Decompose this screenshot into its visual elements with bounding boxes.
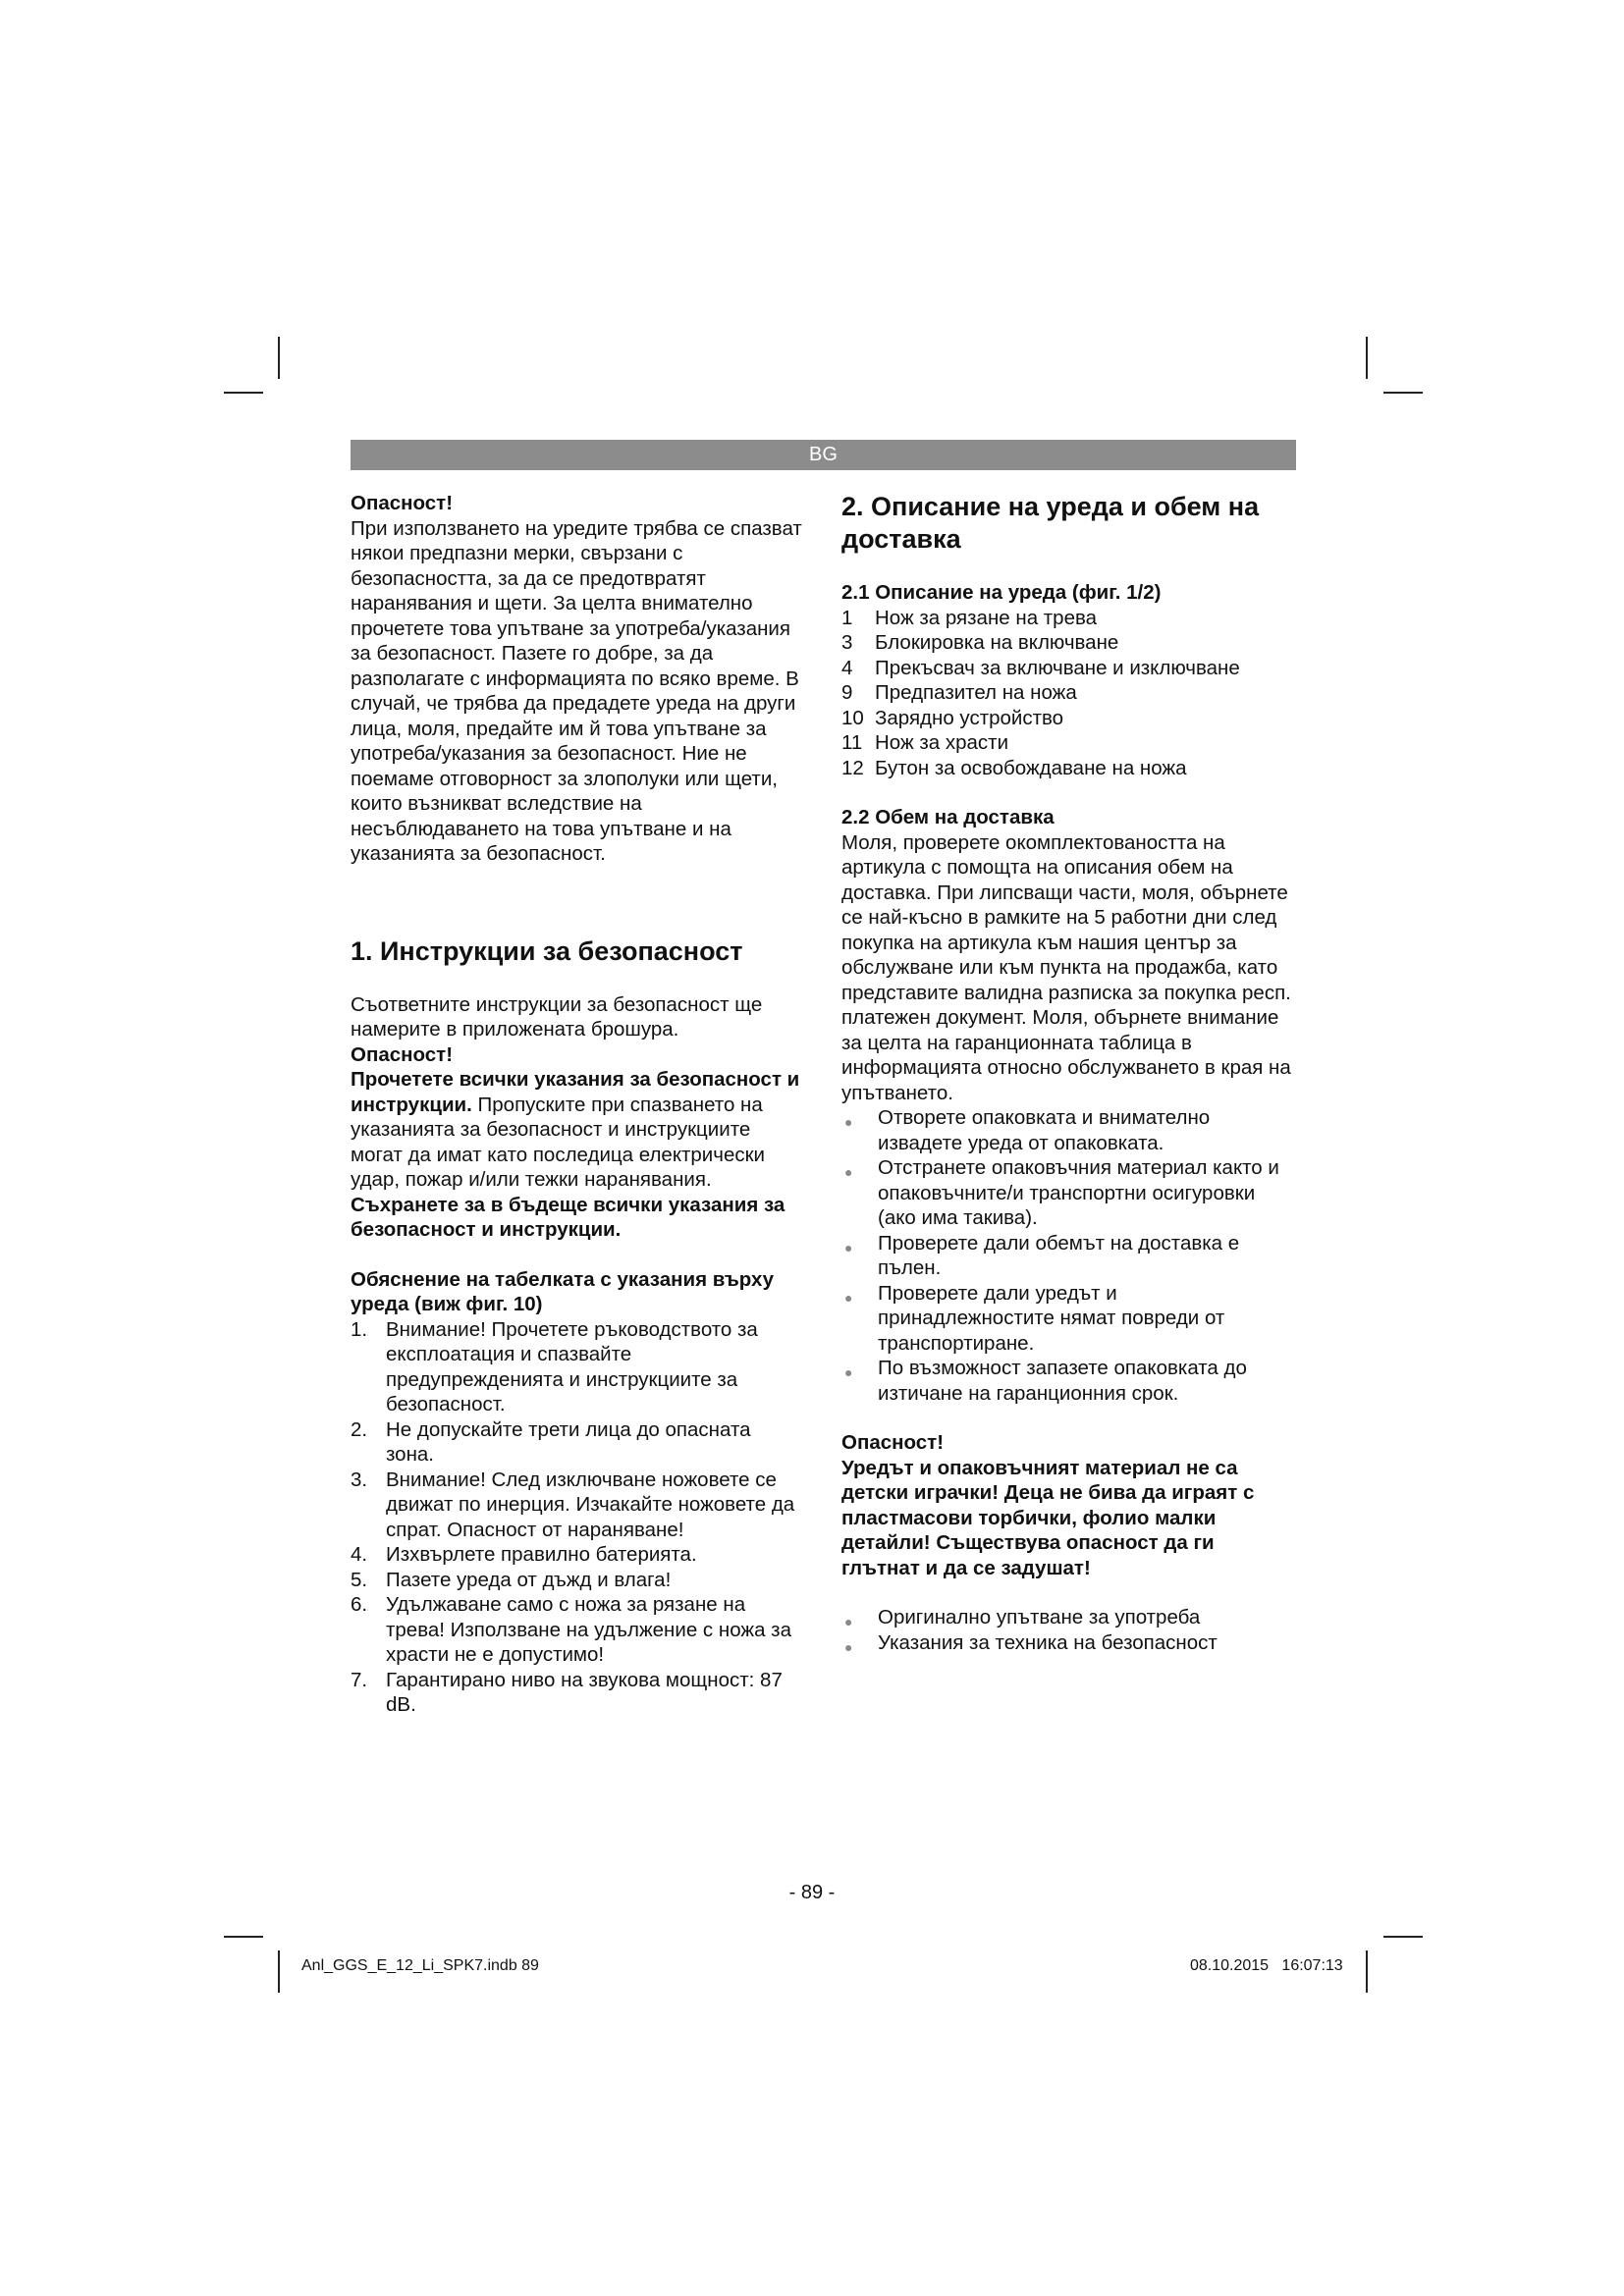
subsection-2-2-title: 2.2 Обем на доставка	[841, 806, 1055, 828]
list-item: 4. Изхвърлете правилно батерията.	[351, 1543, 697, 1566]
bullet-icon: ●	[844, 1364, 853, 1380]
danger-title: Опасност!	[351, 1042, 454, 1066]
list-item: 3. Внимание! След изключване ножовете се движат по инерция. Изчакайте ножовете да спрат. Опасност от нараняване!	[351, 1468, 795, 1541]
list-item: ● Указания за техника на безопасност	[841, 1630, 1296, 1656]
language-header-bar	[351, 440, 1296, 470]
list-item: 5. Пазете уреда от дъжд и влага!	[351, 1568, 672, 1591]
list-item: ● Проверете дали уредът и принадлежностите нямат повреди от транспортиране.	[844, 1281, 1225, 1355]
list-item: 11 Нож за храсти	[841, 731, 1009, 754]
warning-bold: Съхранете за в бъдеще всички указания за безопасност и инструкции.	[351, 1193, 785, 1241]
subsection-2-1-title: 2.1 Описание на уреда (фиг. 1/2)	[841, 581, 1162, 604]
label-explanation-title: Обяснение на табелката с указания върху уреда (виж фиг. 10)	[351, 1267, 775, 1315]
danger-title: Опасност!	[841, 1431, 945, 1454]
label-items-list	[351, 1317, 802, 1718]
warning-bold: Прочетете всички указания за безопасност и инструкции.	[351, 1068, 800, 1116]
file-name: Anl_GGS_E_12_Li_SPK7.indb 89	[301, 1957, 539, 1974]
list-item: ● Проверете дали обемът на доставка е пълен.	[844, 1231, 1240, 1279]
list-item: 2. Не допускайте трети лица до опасната зона.	[351, 1417, 751, 1466]
right-column	[841, 491, 1296, 1655]
list-item: ● По възможност запазете опаковката до изтичане на гаранционния срок.	[844, 1357, 1247, 1405]
danger-warning-paragraph	[351, 1067, 802, 1243]
bullet-icon: ●	[844, 1114, 853, 1130]
print-datetime: 08.10.2015 16:07:13	[1190, 1957, 1343, 1974]
list-item: ● Отворете опаковката и внимателно извадете уреда от опаковката.	[844, 1106, 1211, 1154]
language-code: BG	[809, 444, 838, 465]
included-docs-list	[841, 1605, 1296, 1655]
bullet-icon: ●	[844, 1239, 853, 1255]
crop-mark-bottom-right-v	[1366, 1950, 1368, 1993]
list-item: ● Оригинално упътване за употреба	[841, 1605, 1296, 1630]
list-item: 7. Гарантирано ниво на звукова мощност: 87 dB.	[351, 1668, 783, 1716]
list-item: 10 Зарядно устройство	[841, 706, 1064, 729]
danger-warning-text: Уредът и опаковъчният материал не са детски играчки! Деца не бива да играят с пластмасови торбички, фолио малки детайли! Съществува опасност да ги глътнат и да се задушат!	[841, 1456, 1255, 1579]
crop-mark-bottom-left-h	[224, 1936, 263, 1938]
crop-mark-top-right-h	[1383, 392, 1423, 394]
crop-mark-bottom-right-h	[1383, 1936, 1423, 1938]
list-item: 6. Удължаване само с ножа за рязане на трева! Използване на удължение с ножа за храсти не е допустимо!	[351, 1593, 791, 1666]
list-item: 9 Предпазител на ножа	[841, 681, 1077, 704]
bullet-icon: ●	[844, 1638, 853, 1655]
section-2-title: 2. Описание на уреда и обем на доставка	[841, 492, 1260, 554]
crop-mark-top-left-v	[278, 337, 280, 379]
list-item: 4 Прекъсвач за включване и изключване	[841, 656, 1240, 679]
bullet-icon: ●	[844, 1614, 853, 1629]
list-item: ● Отстранете опаковъчния материал както и опаковъчните/и транспортни осигуровки (ако има такива).	[844, 1156, 1279, 1229]
list-item: 1 Нож за рязане на трева	[841, 606, 1098, 629]
bullet-icon: ●	[844, 1164, 853, 1180]
bullet-icon: ●	[844, 1289, 853, 1306]
page-number: - 89 -	[788, 1882, 836, 1903]
left-column	[351, 491, 802, 1718]
crop-mark-bottom-left-v	[278, 1950, 280, 1993]
section-1-paragraph: Съответните инструкции за безопасност ще намерите в приложената брошура.	[351, 992, 763, 1041]
crop-mark-top-right-v	[1366, 337, 1368, 379]
danger-title: Опасност!	[351, 492, 454, 514]
list-item: 1. Внимание! Прочетете ръководството за експлоатация и спазвайте предупрежденията и инструкциите за безопасност.	[351, 1317, 758, 1415]
warning-text: Пропуските при спазването на указанията за безопасност и инструкциите могат да имат като последица електрически удар, пожар и/или тежки наранявания.	[351, 1093, 766, 1191]
list-item: 12 Бутон за освобождаване на ножа	[841, 756, 1187, 779]
list-item: 3 Блокировка на включване	[841, 631, 1119, 654]
danger-paragraph: При използването на уредите трябва се спазват някои предпазни мерки, свързани с безопасността, за да се предотвратят наранявания и щети. За целта внимателно прочетете това упътване за употреба/указания за безопасност. Пазете го добре, за да разполагате с информацията по всяко време. В случай, че трябва да предадете уреда на други лица, моля, предайте им й това упътване за употреба/указания за безопасност. Ние не поемаме отговорност за злополуки или щети, които възникват вследствие на несъблюдаването на това упътване и на указанията за безопасност.	[351, 516, 802, 865]
section-1-title: 1. Инструкции за безопасност	[351, 935, 743, 966]
delivery-paragraph: Моля, проверете окомплектоваността на артикула с помощта на описания обем на доставка. При липсващи части, моля, обърнете се най-късно в рамките на 5 работни дни след покупка на артикула към нашия център за обслужване или към пункта на продажба, като представите валидна разписка за покупка респ. платежен документ. Моля, обърнете внимание за целта на гаранционната таблица в информацията относно обслужването в края на упътването.	[841, 830, 1291, 1104]
parts-list	[841, 606, 1296, 781]
checklist	[841, 1105, 1296, 1406]
crop-mark-top-left-h	[224, 392, 263, 394]
